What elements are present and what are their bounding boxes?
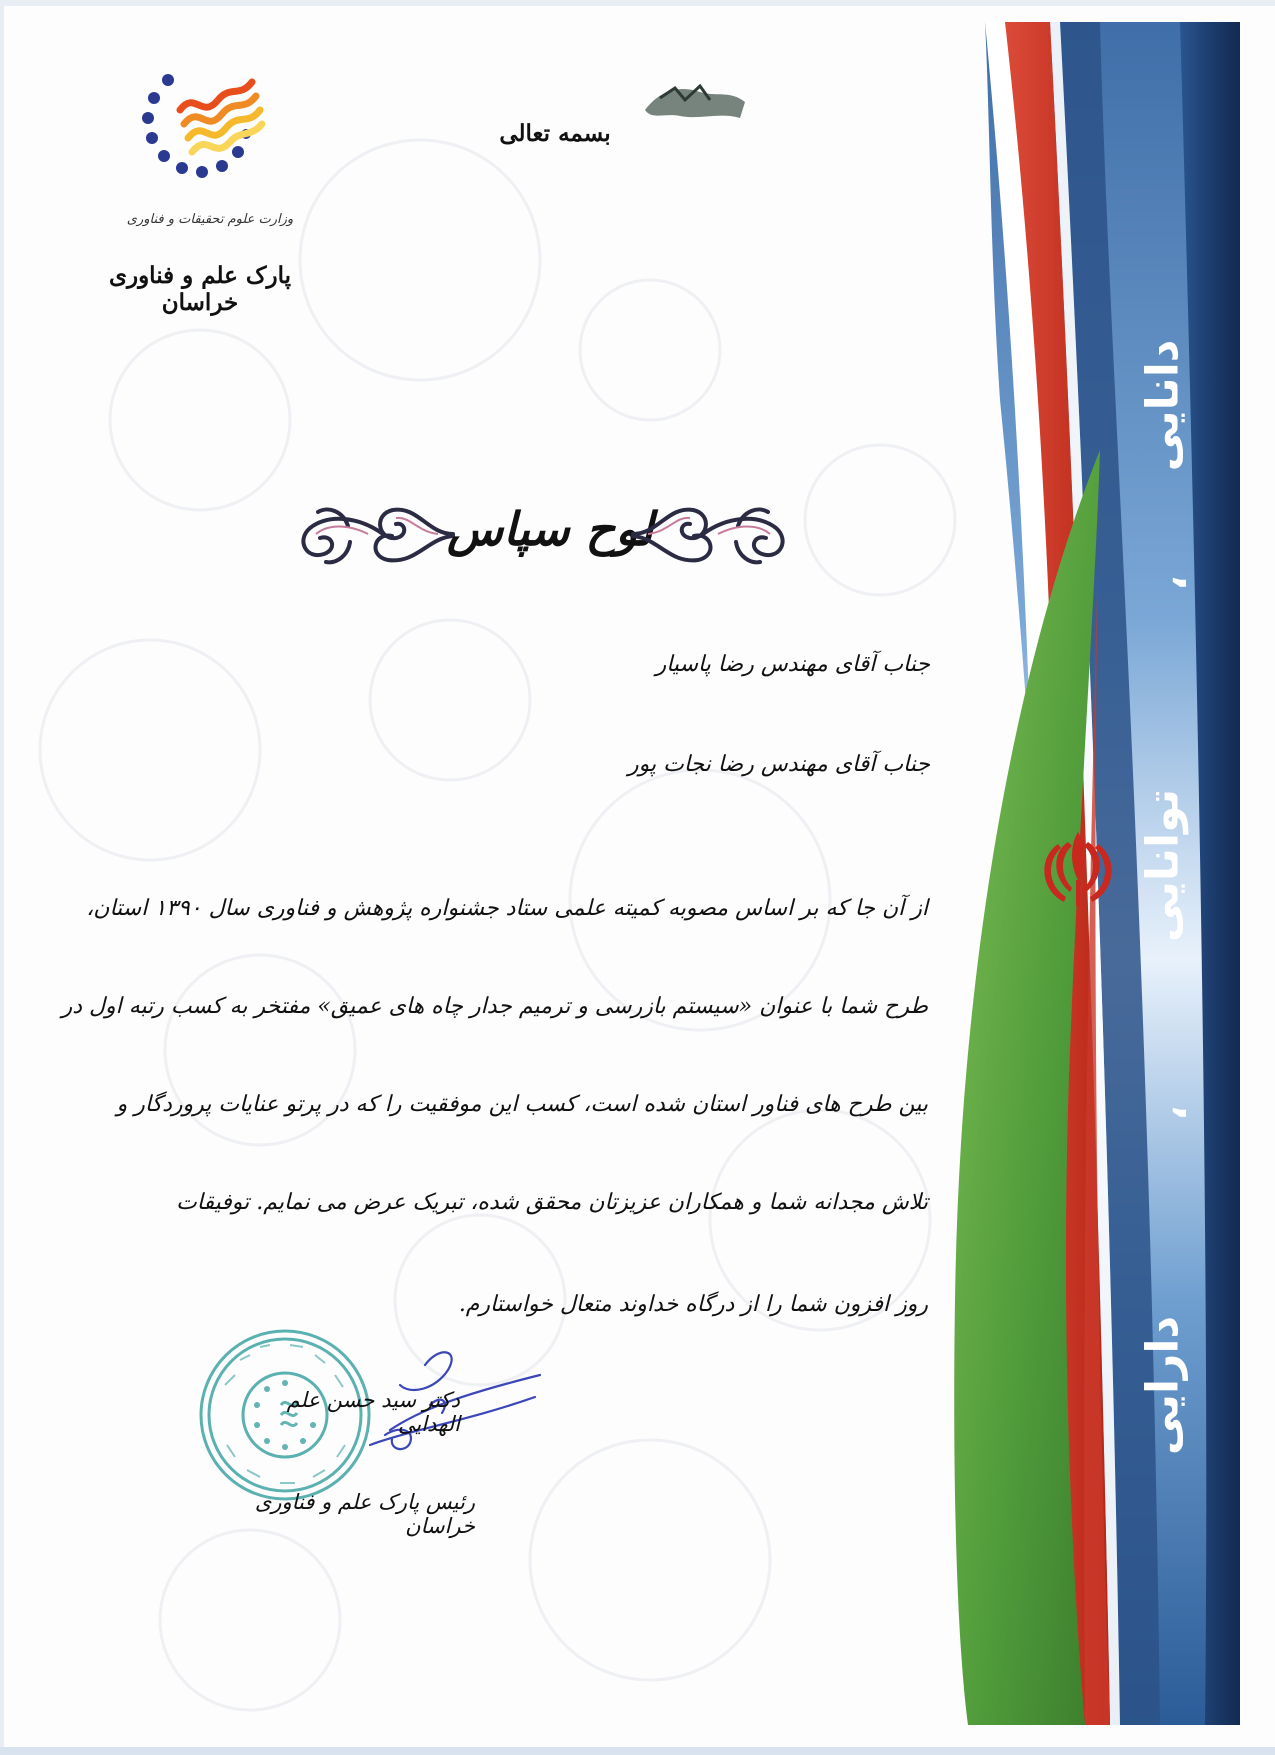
ministry-text: وزارت علوم تحقیقات و فناوری <box>126 212 294 227</box>
recipient-1: جناب آقای مهندس رضا پاسیار <box>655 652 930 677</box>
bismillah-heading: بسمه تعالی <box>499 120 611 147</box>
banner-word-danayi: دانایی <box>1137 339 1189 472</box>
banner-separator-1: ، <box>1150 575 1196 591</box>
banner-word-darayi: دارایی <box>1137 1315 1189 1456</box>
scan-border-bottom <box>0 1747 1275 1755</box>
redacted-mark <box>640 80 750 124</box>
right-ornament-icon <box>628 496 798 572</box>
banner-separator-2: ، <box>1150 1105 1196 1121</box>
recipient-2: جناب آقای مهندس رضا نجات پور <box>628 752 930 777</box>
body-line-1: از آن جا که بر اساس مصوبه کمیته علمی ستاد جشنواره پژوهش و فناوری سال ۱۳۹۰ استان، <box>86 896 928 921</box>
body-line-3: بین طرح های فناور استان شده است، کسب این موفقیت را که در پرتو عنایات پروردگار و <box>116 1092 928 1117</box>
signer-title: رئیس پارک علم و فناوری خراسان <box>254 1490 475 1538</box>
body-line-4: تلاش مجدانه شما و همکاران عزیزتان محقق شده، تبریک عرض می نمایم. توفیقات <box>176 1190 928 1215</box>
park-logo-icon <box>140 60 270 190</box>
body-line-5: روز افزون شما را از درگاه خداوند متعال خواستارم. <box>458 1292 928 1317</box>
banner-word-tavanayi: توانایی <box>1137 788 1189 943</box>
park-name: پارک علم و فناوری خراسان <box>108 262 292 316</box>
certificate-title: لوح سپاس <box>446 502 654 556</box>
signer-name: دکتر سید حسن علم الهدایی <box>286 1388 460 1436</box>
body-line-2: طرح شما با عنوان «سیستم بازرسی و ترمیم جدار چاه های عمیق» مفتخر به کسب رتبه اول در <box>61 994 928 1019</box>
